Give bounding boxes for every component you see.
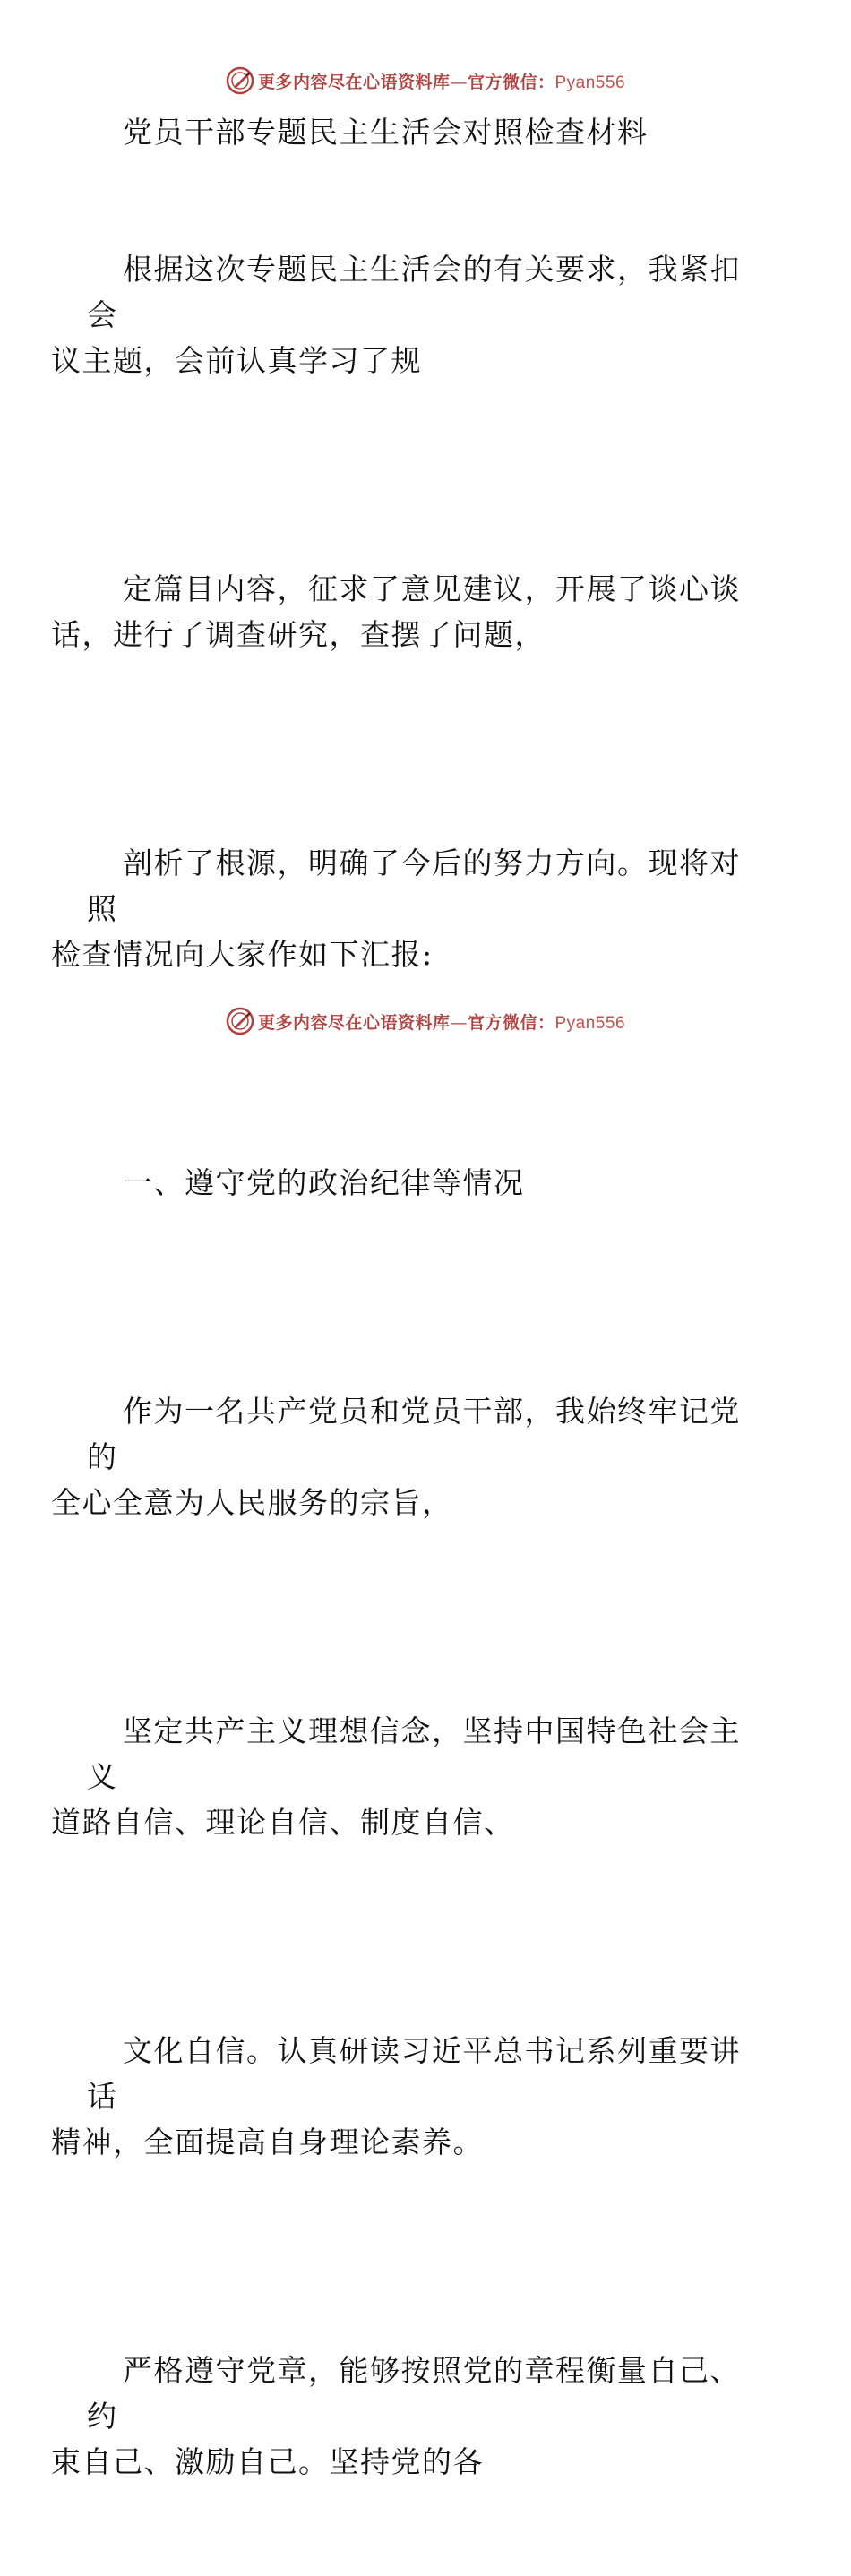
paragraph-line: 束自己、激励自己。坚持党的各 — [51, 2444, 484, 2479]
paragraph-line: 道路自信、理论自信、制度自信、 — [51, 1805, 515, 1840]
paragraph-line: 坚定共产主义理想信念，坚持中国特色社会主义 — [87, 1713, 741, 1794]
paragraph — [51, 1936, 768, 2256]
watermark-site: 更多内容尽在心语资料库 — [257, 1012, 451, 1033]
paragraph — [51, 1617, 768, 1936]
paragraph-line: 全心全意为人民服务的宗旨， — [51, 1485, 453, 1520]
section-heading — [87, 1069, 768, 1297]
paragraph-line: 定篇目内容，征求了意见建议，开展了谈心谈 — [123, 571, 741, 606]
paragraph-line: 精神，全面提高自身理论素养。 — [51, 2125, 484, 2160]
paragraph — [51, 475, 768, 749]
paragraph-line: 文化自信。认真研读习近平总书记系列重要讲话 — [87, 2033, 741, 2114]
paragraph-line: 检查情况向大家作如下汇报: — [51, 937, 434, 972]
watermark-wechat-label: 官方微信： — [467, 72, 555, 92]
pen-logo-icon — [226, 1007, 254, 1035]
pen-logo-icon — [226, 66, 254, 95]
watermark-dash: — — [450, 1012, 468, 1033]
watermark-text — [258, 69, 625, 93]
watermark-wechat-id: Pyan556 — [554, 73, 626, 92]
paragraph — [51, 1297, 768, 1617]
watermark-wechat-label: 官方微信： — [467, 1012, 555, 1033]
document-body — [51, 109, 768, 2576]
paragraph-line: 议主题，会前认真学习了规 — [51, 343, 422, 378]
watermark-text — [258, 1009, 625, 1034]
paragraph-line: 话，进行了调查研究，查摆了问题， — [51, 617, 546, 652]
watermark-wechat-id: Pyan556 — [554, 1013, 626, 1033]
paragraph — [51, 155, 768, 475]
paragraph-line: 作为一名共产党员和党员干部，我始终牢记党的 — [87, 1394, 741, 1474]
paragraph-line: 严格遵守党章，能够按照党的章程衡量自己、约 — [87, 2353, 741, 2434]
paragraph-line: 一、遵守党的政治纪律等情况 — [123, 1165, 525, 1200]
footer-watermark — [0, 1003, 851, 1039]
watermark-dash: — — [450, 72, 468, 92]
watermark-site: 更多内容尽在心语资料库 — [257, 72, 451, 92]
header-watermark — [0, 63, 851, 99]
document-title: 党员干部专题民主生活会对照检查材料 — [123, 115, 649, 150]
paragraph-line: 根据这次专题民主生活会的有关要求，我紧扣会 — [87, 252, 741, 332]
paragraph-line: 剖析了根源，明确了今后的努力方向。现将对照 — [87, 846, 741, 926]
paragraph — [51, 2256, 768, 2576]
